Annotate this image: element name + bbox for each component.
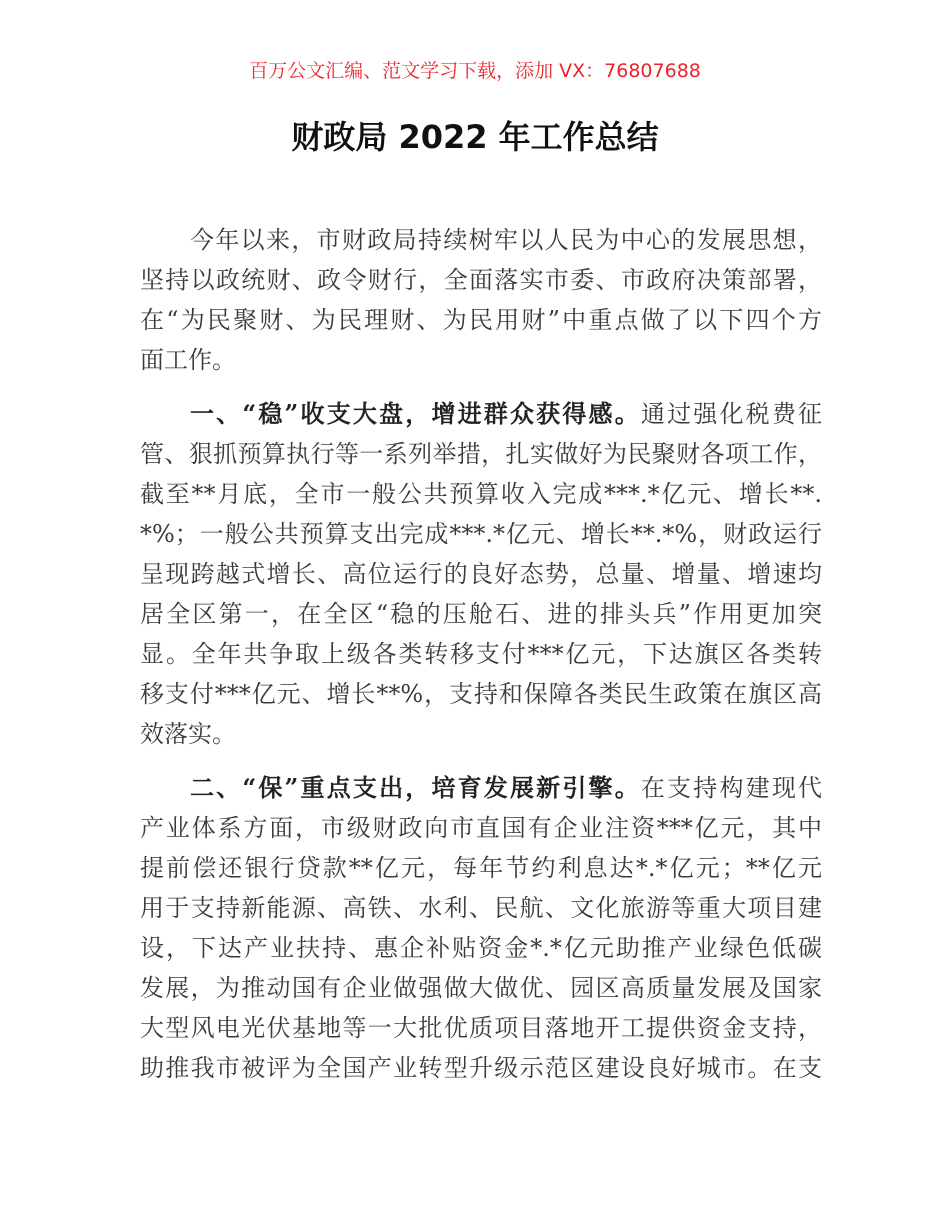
line-text: 助推我市被评为全国产业转型升级示范区建设良好城市。在支 (140, 1054, 822, 1082)
line-text: 效落实。 (140, 720, 236, 748)
text-line (140, 1048, 822, 1088)
line-text: 设，下达产业扶持、惠企补贴资金*.*亿元助推产业绿色低碳 (140, 934, 822, 962)
text-line (140, 674, 822, 714)
text-line (140, 768, 822, 808)
line-text: *%；一般公共预算支出完成***.*亿元、增长**.*%，财政运行 (140, 520, 822, 548)
text-line (140, 714, 822, 754)
text-line (140, 300, 822, 340)
line-text: 呈现跨越式增长、高位运行的良好态势，总量、增量、增速均 (140, 560, 822, 588)
line-text: 管、狠抓预算执行等一系列举措，扎实做好为民聚财各项工作， (140, 440, 822, 468)
text-line (140, 434, 822, 474)
line-text: 发展，为推动国有企业做强做大做优、园区高质量发展及国家 (140, 974, 822, 1002)
paragraph (140, 394, 822, 754)
document-title: 财政局 2022 年工作总结 (291, 118, 659, 156)
watermark-banner: 百万公文汇编、范文学习下载，添加 VX：76807688 (249, 60, 701, 82)
text-line (140, 1008, 822, 1048)
text-line (140, 968, 822, 1008)
text-line (140, 514, 822, 554)
text-line (140, 220, 822, 260)
line-text: 坚持以政统财、政令财行，全面落实市委、市政府决策部署， (140, 266, 822, 294)
section-heading: 一、“稳”收支大盘，增进群众获得感。 (190, 399, 641, 428)
line-text: 产业体系方面，市级财政向市直国有企业注资***亿元，其中 (140, 814, 822, 842)
text-line (140, 808, 822, 848)
line-text: 显。全年共争取上级各类转移支付***亿元，下达旗区各类转 (140, 640, 822, 668)
line-text: 用于支持新能源、高铁、水利、民航、文化旅游等重大项目建 (140, 894, 822, 922)
line-text: 移支付***亿元、增长**%，支持和保障各类民生政策在旗区高 (140, 680, 822, 708)
text-line (140, 260, 822, 300)
line-text: 今年以来，市财政局持续树牢以人民为中心的发展思想， (190, 226, 822, 254)
line-text: 面工作。 (140, 346, 236, 374)
text-line (140, 554, 822, 594)
text-line (140, 594, 822, 634)
paragraph (140, 768, 822, 1088)
line-text: 在支持构建现代 (640, 774, 823, 802)
text-line (140, 888, 822, 928)
paragraph (140, 220, 822, 380)
text-line (140, 340, 822, 380)
text-line (140, 634, 822, 674)
text-line (140, 928, 822, 968)
text-line (140, 474, 822, 514)
line-text: 大型风电光伏基地等一大批优质项目落地开工提供资金支持， (140, 1014, 822, 1042)
line-text: 截至**月底，全市一般公共预算收入完成***.*亿元、增长**. (140, 480, 822, 508)
text-line (140, 848, 822, 888)
line-text: 提前偿还银行贷款**亿元，每年节约利息达*.*亿元；**亿元 (140, 854, 822, 882)
line-text: 在“为民聚财、为民理财、为民用财”中重点做了以下四个方 (140, 306, 822, 334)
line-text: 居全区第一，在全区“稳的压舱石、进的排头兵”作用更加突 (140, 600, 822, 628)
document-body (140, 220, 822, 1102)
section-heading: 二、“保”重点支出，培育发展新引擎。 (190, 773, 641, 802)
line-text: 通过强化税费征 (640, 400, 823, 428)
text-line (140, 394, 822, 434)
